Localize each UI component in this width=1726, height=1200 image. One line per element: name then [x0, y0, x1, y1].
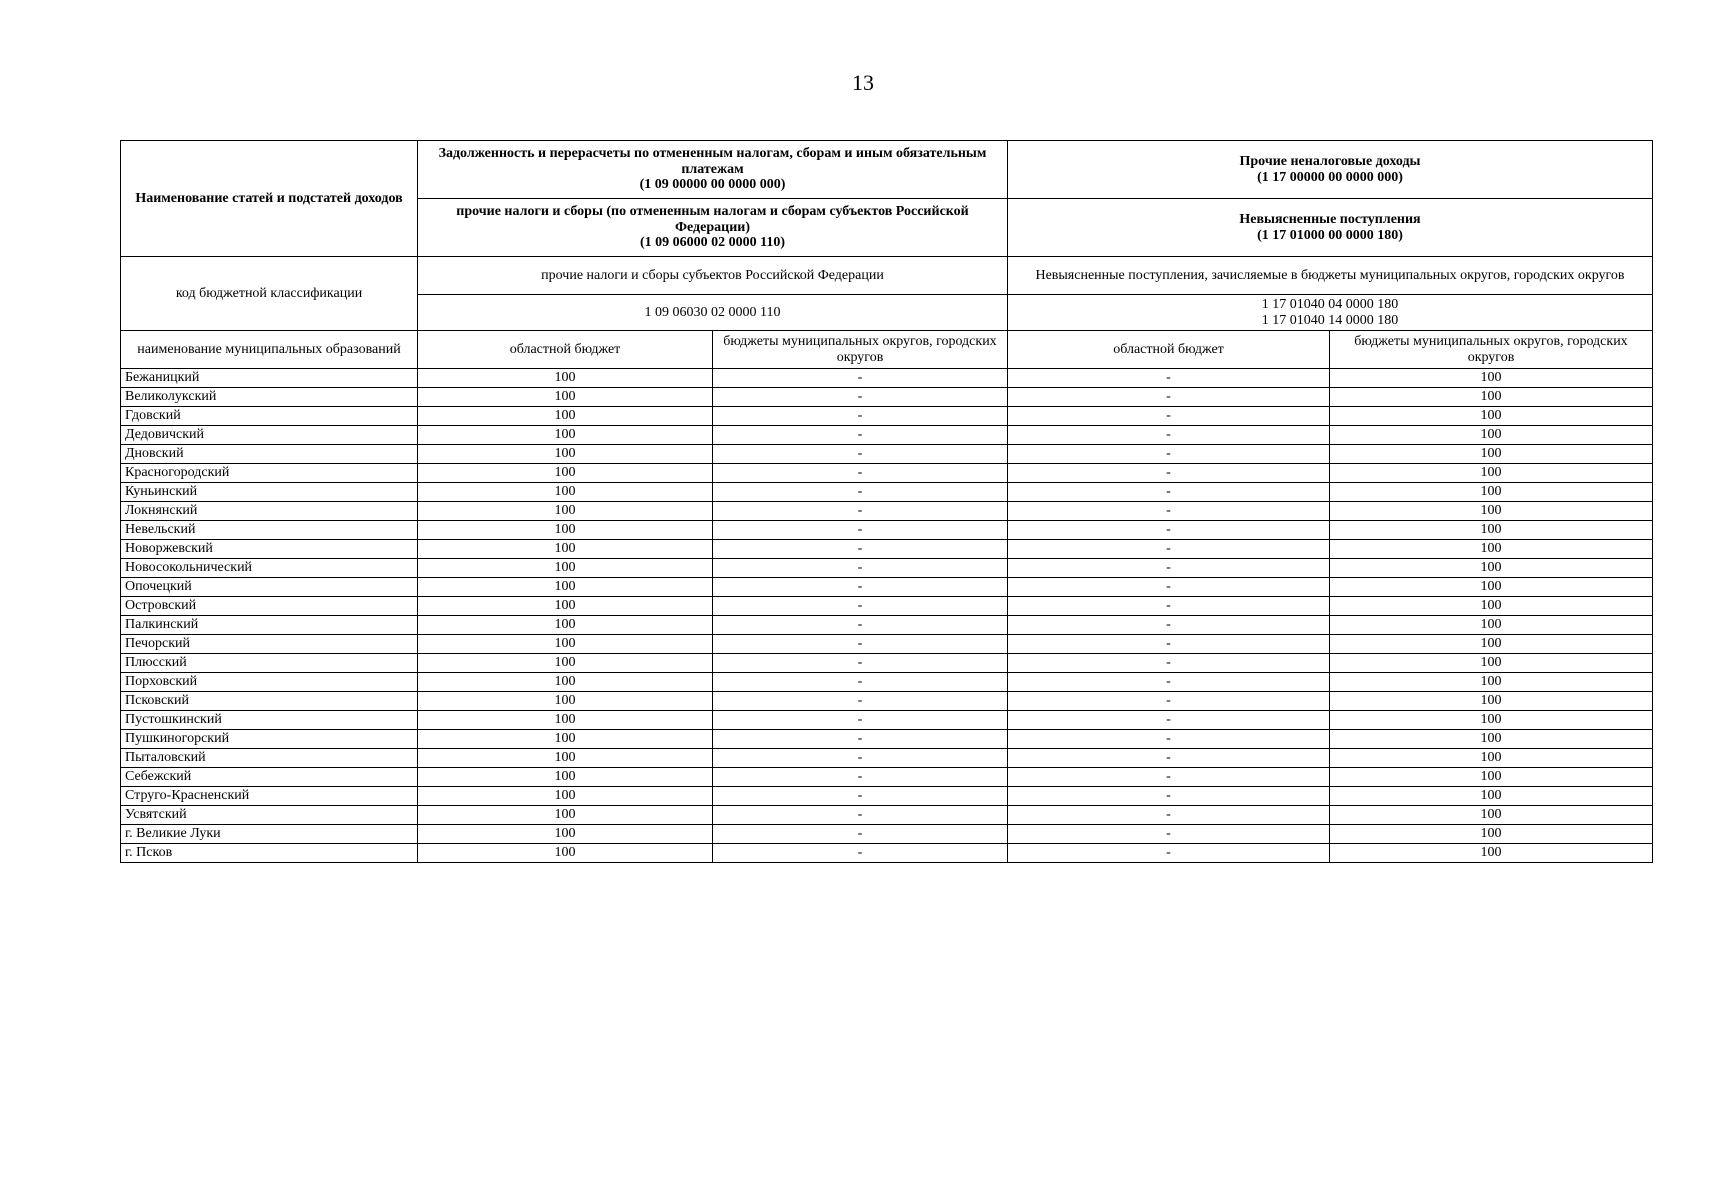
group1-municipal-value: - — [713, 787, 1008, 806]
table-row — [121, 825, 1653, 844]
group2-col-regional: областной бюджет — [1008, 331, 1330, 369]
municipality-name: г. Псков — [121, 844, 418, 863]
municipality-name: Палкинский — [121, 616, 418, 635]
group1-regional-value: 100 — [418, 540, 713, 559]
group2-regional-value: - — [1008, 407, 1330, 426]
group2-municipal-value: 100 — [1330, 369, 1653, 388]
group1-municipal-value: - — [713, 540, 1008, 559]
group1-regional-value: 100 — [418, 635, 713, 654]
group2-regional-value: - — [1008, 426, 1330, 445]
group2-regional-value: - — [1008, 464, 1330, 483]
group2-municipal-value: 100 — [1330, 654, 1653, 673]
group1-regional-value: 100 — [418, 521, 713, 540]
group2-regional-value: - — [1008, 559, 1330, 578]
group2-municipal-value: 100 — [1330, 540, 1653, 559]
group2-regional-value: - — [1008, 654, 1330, 673]
group2-item-code-2: 1 17 01040 14 0000 180 — [1261, 312, 1399, 328]
group1-regional-value: 100 — [418, 578, 713, 597]
municipality-name: Опочецкий — [121, 578, 418, 597]
group1-header — [418, 141, 1008, 199]
group2-regional-value: - — [1008, 483, 1330, 502]
group2-regional-value: - — [1008, 768, 1330, 787]
municipality-name: Усвятский — [121, 806, 418, 825]
group2-municipal-value: 100 — [1330, 749, 1653, 768]
group1-municipal-value: - — [713, 369, 1008, 388]
table-row — [121, 749, 1653, 768]
municipality-name: Дновский — [121, 445, 418, 464]
municipality-name: Пустошкинский — [121, 711, 418, 730]
group1-subtitle: прочие налоги и сборы (по отмененным налогам и сборам субъектов Российской Федерации) — [456, 204, 969, 235]
municipality-name: Великолукский — [121, 388, 418, 407]
group2-municipal-value: 100 — [1330, 825, 1653, 844]
group1-regional-value: 100 — [418, 407, 713, 426]
group1-title: Задолженность и перерасчеты по отмененным налогам, сборам и иным обязательным платежам — [438, 146, 987, 177]
table-row — [121, 635, 1653, 654]
group2-municipal-value: 100 — [1330, 787, 1653, 806]
group1-municipal-value: - — [713, 388, 1008, 407]
group1-code: (1 09 00000 00 0000 000) — [639, 177, 786, 193]
group2-code: (1 17 00000 00 0000 000) — [1257, 169, 1403, 185]
group2-regional-value: - — [1008, 369, 1330, 388]
group2-regional-value: - — [1008, 749, 1330, 768]
municipality-name: Красногородский — [121, 464, 418, 483]
municipality-name: Плюсский — [121, 654, 418, 673]
row-label-title: Наименование статей и подстатей доходов — [121, 141, 418, 257]
group2-municipal-value: 100 — [1330, 711, 1653, 730]
group2-regional-value: - — [1008, 388, 1330, 407]
municipality-name: Струго-Красненский — [121, 787, 418, 806]
group1-col-municipal: бюджеты муниципальных округов, городских округов — [713, 331, 1008, 369]
group1-regional-value: 100 — [418, 483, 713, 502]
group2-regional-value: - — [1008, 597, 1330, 616]
group2-regional-value: - — [1008, 825, 1330, 844]
group1-regional-value: 100 — [418, 597, 713, 616]
group2-item-codes — [1008, 295, 1653, 331]
group2-regional-value: - — [1008, 730, 1330, 749]
group2-regional-value: - — [1008, 635, 1330, 654]
group1-regional-value: 100 — [418, 749, 713, 768]
municipality-name: Новосокольнический — [121, 559, 418, 578]
table-row — [121, 654, 1653, 673]
group1-regional-value: 100 — [418, 388, 713, 407]
municipality-name: Куньинский — [121, 483, 418, 502]
group1-regional-value: 100 — [418, 806, 713, 825]
group2-municipal-value: 100 — [1330, 521, 1653, 540]
table-row — [121, 521, 1653, 540]
municipal-label: наименование муниципальных образований — [121, 331, 418, 369]
page-number: 13 — [852, 70, 874, 95]
table-row — [121, 540, 1653, 559]
group1-regional-value: 100 — [418, 464, 713, 483]
group1-municipal-value: - — [713, 844, 1008, 863]
group2-subtitle: Невыясненные поступления — [1239, 212, 1421, 228]
group1-municipal-value: - — [713, 711, 1008, 730]
group1-subheader — [418, 199, 1008, 257]
group2-municipal-value: 100 — [1330, 673, 1653, 692]
group1-municipal-value: - — [713, 806, 1008, 825]
group2-municipal-value: 100 — [1330, 426, 1653, 445]
group1-regional-value: 100 — [418, 692, 713, 711]
group1-municipal-value: - — [713, 825, 1008, 844]
group1-municipal-value: - — [713, 502, 1008, 521]
group2-regional-value: - — [1008, 521, 1330, 540]
group1-municipal-value: - — [713, 730, 1008, 749]
group2-municipal-value: 100 — [1330, 806, 1653, 825]
municipality-name: Гдовский — [121, 407, 418, 426]
group2-municipal-value: 100 — [1330, 597, 1653, 616]
group2-subcode: (1 17 01000 00 0000 180) — [1257, 227, 1403, 243]
municipality-name: Невельский — [121, 521, 418, 540]
municipality-name: Бежаницкий — [121, 369, 418, 388]
group2-regional-value: - — [1008, 806, 1330, 825]
group2-item: Невыясненные поступления, зачисляемые в бюджеты муниципальных округов, городских округов — [1008, 257, 1653, 295]
table-row — [121, 768, 1653, 787]
group2-municipal-value: 100 — [1330, 483, 1653, 502]
group1-regional-value: 100 — [418, 825, 713, 844]
group2-regional-value: - — [1008, 445, 1330, 464]
group1-municipal-value: - — [713, 445, 1008, 464]
group1-regional-value: 100 — [418, 559, 713, 578]
group1-regional-value: 100 — [418, 711, 713, 730]
group2-municipal-value: 100 — [1330, 635, 1653, 654]
group1-municipal-value: - — [713, 749, 1008, 768]
revenue-distribution-table — [120, 140, 1653, 863]
group1-municipal-value: - — [713, 578, 1008, 597]
table-row — [121, 806, 1653, 825]
group1-municipal-value: - — [713, 426, 1008, 445]
municipality-name: Псковский — [121, 692, 418, 711]
municipality-name: Новоржевский — [121, 540, 418, 559]
group1-municipal-value: - — [713, 483, 1008, 502]
municipality-name: Дедовичский — [121, 426, 418, 445]
municipality-name: Пушкиногорский — [121, 730, 418, 749]
group1-regional-value: 100 — [418, 616, 713, 635]
group1-municipal-value: - — [713, 768, 1008, 787]
group1-municipal-value: - — [713, 654, 1008, 673]
group2-municipal-value: 100 — [1330, 388, 1653, 407]
table-row — [121, 426, 1653, 445]
group1-regional-value: 100 — [418, 844, 713, 863]
table-row — [121, 578, 1653, 597]
municipality-name: Печорский — [121, 635, 418, 654]
group1-regional-value: 100 — [418, 369, 713, 388]
group2-municipal-value: 100 — [1330, 464, 1653, 483]
municipality-name: Островский — [121, 597, 418, 616]
table-row — [121, 388, 1653, 407]
group2-municipal-value: 100 — [1330, 616, 1653, 635]
group2-municipal-value: 100 — [1330, 578, 1653, 597]
group1-regional-value: 100 — [418, 673, 713, 692]
table-row — [121, 464, 1653, 483]
group2-regional-value: - — [1008, 616, 1330, 635]
group1-municipal-value: - — [713, 559, 1008, 578]
group2-title: Прочие неналоговые доходы — [1239, 154, 1421, 170]
group1-municipal-value: - — [713, 521, 1008, 540]
table-row — [121, 559, 1653, 578]
group1-regional-value: 100 — [418, 502, 713, 521]
group1-municipal-value: - — [713, 692, 1008, 711]
group2-regional-value: - — [1008, 711, 1330, 730]
table-row — [121, 673, 1653, 692]
group1-regional-value: 100 — [418, 730, 713, 749]
group2-municipal-value: 100 — [1330, 844, 1653, 863]
group2-regional-value: - — [1008, 578, 1330, 597]
table-row — [121, 711, 1653, 730]
group1-subcode: (1 09 06000 02 0000 110) — [639, 235, 786, 251]
municipality-name: Порховский — [121, 673, 418, 692]
group2-regional-value: - — [1008, 673, 1330, 692]
group1-regional-value: 100 — [418, 445, 713, 464]
group1-regional-value: 100 — [418, 654, 713, 673]
group1-municipal-value: - — [713, 464, 1008, 483]
group2-col-municipal: бюджеты муниципальных округов, городских округов — [1330, 331, 1653, 369]
group2-municipal-value: 100 — [1330, 502, 1653, 521]
group2-regional-value: - — [1008, 502, 1330, 521]
table-row — [121, 730, 1653, 749]
municipality-name: Себежский — [121, 768, 418, 787]
group2-regional-value: - — [1008, 787, 1330, 806]
table-row — [121, 502, 1653, 521]
budget-code-label: код бюджетной классификации — [121, 257, 418, 331]
group2-municipal-value: 100 — [1330, 692, 1653, 711]
table-row — [121, 369, 1653, 388]
group1-regional-value: 100 — [418, 787, 713, 806]
group1-municipal-value: - — [713, 616, 1008, 635]
table-row — [121, 787, 1653, 806]
group2-regional-value: - — [1008, 540, 1330, 559]
group1-municipal-value: - — [713, 673, 1008, 692]
group1-col-regional: областной бюджет — [418, 331, 713, 369]
table-row — [121, 616, 1653, 635]
group1-municipal-value: - — [713, 597, 1008, 616]
group2-regional-value: - — [1008, 844, 1330, 863]
group2-regional-value: - — [1008, 692, 1330, 711]
municipality-name: Пыталовский — [121, 749, 418, 768]
group1-item-code: 1 09 06030 02 0000 110 — [418, 295, 1008, 331]
group1-regional-value: 100 — [418, 768, 713, 787]
table-row — [121, 597, 1653, 616]
table-row — [121, 407, 1653, 426]
table-row — [121, 445, 1653, 464]
group1-municipal-value: - — [713, 407, 1008, 426]
table-row — [121, 483, 1653, 502]
group2-municipal-value: 100 — [1330, 559, 1653, 578]
table-row — [121, 844, 1653, 863]
group2-municipal-value: 100 — [1330, 730, 1653, 749]
group2-item-code-1: 1 17 01040 04 0000 180 — [1261, 297, 1399, 313]
group1-regional-value: 100 — [418, 426, 713, 445]
group1-municipal-value: - — [713, 635, 1008, 654]
group2-municipal-value: 100 — [1330, 768, 1653, 787]
group1-item: прочие налоги и сборы субъектов Российской Федерации — [418, 257, 1008, 295]
municipality-name: Локнянский — [121, 502, 418, 521]
group2-municipal-value: 100 — [1330, 407, 1653, 426]
group2-header — [1008, 141, 1653, 199]
group2-municipal-value: 100 — [1330, 445, 1653, 464]
group2-subheader — [1008, 199, 1653, 257]
table-row — [121, 692, 1653, 711]
municipality-name: г. Великие Луки — [121, 825, 418, 844]
